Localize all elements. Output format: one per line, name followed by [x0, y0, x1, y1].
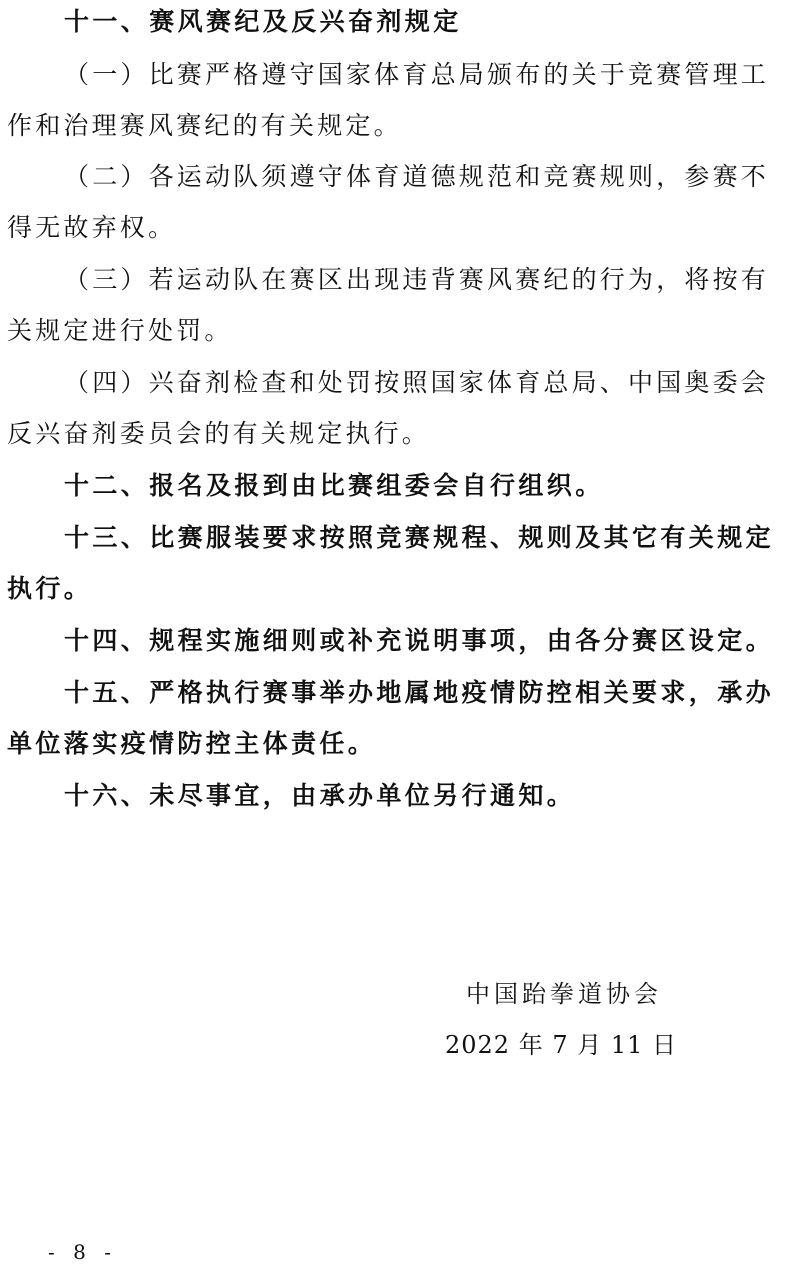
section-11-item-1-line-1: （一）比赛严格遵守国家体育总局颁布的关于竞赛管理工: [64, 60, 770, 89]
section-11-heading: 十一、赛风赛纪及反兴奋剂规定: [64, 7, 462, 36]
section-11-item-2-line-1: （二）各运动队须遵守体育道德规范和竞赛规则，参赛不: [64, 162, 770, 191]
section-11-item-4-line-2: 反兴奋剂委员会的有关规定执行。: [7, 419, 431, 448]
section-13-line-1: 十三、比赛服装要求按照竞赛规程、规则及其它有关规定: [64, 523, 775, 552]
section-14: 十四、规程实施细则或补充说明事项，由各分赛区设定。: [64, 626, 775, 655]
section-11-item-2-line-2: 得无故弃权。: [7, 213, 177, 242]
section-13-line-2: 执行。: [7, 574, 93, 603]
section-11-item-3-line-1: （三）若运动队在赛区出现违背赛风赛纪的行为，将按有: [64, 265, 770, 294]
section-16: 十六、未尽事宜，由承办单位另行通知。: [64, 781, 576, 810]
section-15-line-1: 十五、严格执行赛事举办地属地疫情防控相关要求，承办: [64, 678, 775, 707]
section-11-item-1-line-2: 作和治理赛风赛纪的有关规定。: [7, 111, 402, 140]
section-15-line-2: 单位落实疫情防控主体责任。: [7, 729, 377, 758]
signature-organization: 中国跆拳道协会: [466, 980, 662, 1008]
section-11-item-4-line-1: （四）兴奋剂检查和处罚按照国家体育总局、中国奥委会: [64, 368, 770, 397]
signature-date: 2022 年 7 月 11 日: [445, 1031, 678, 1059]
page-number: - 8 -: [48, 1240, 117, 1264]
section-12: 十二、报名及报到由比赛组委会自行组织。: [64, 471, 604, 500]
section-11-item-3-line-2: 关规定进行处罚。: [7, 316, 233, 345]
